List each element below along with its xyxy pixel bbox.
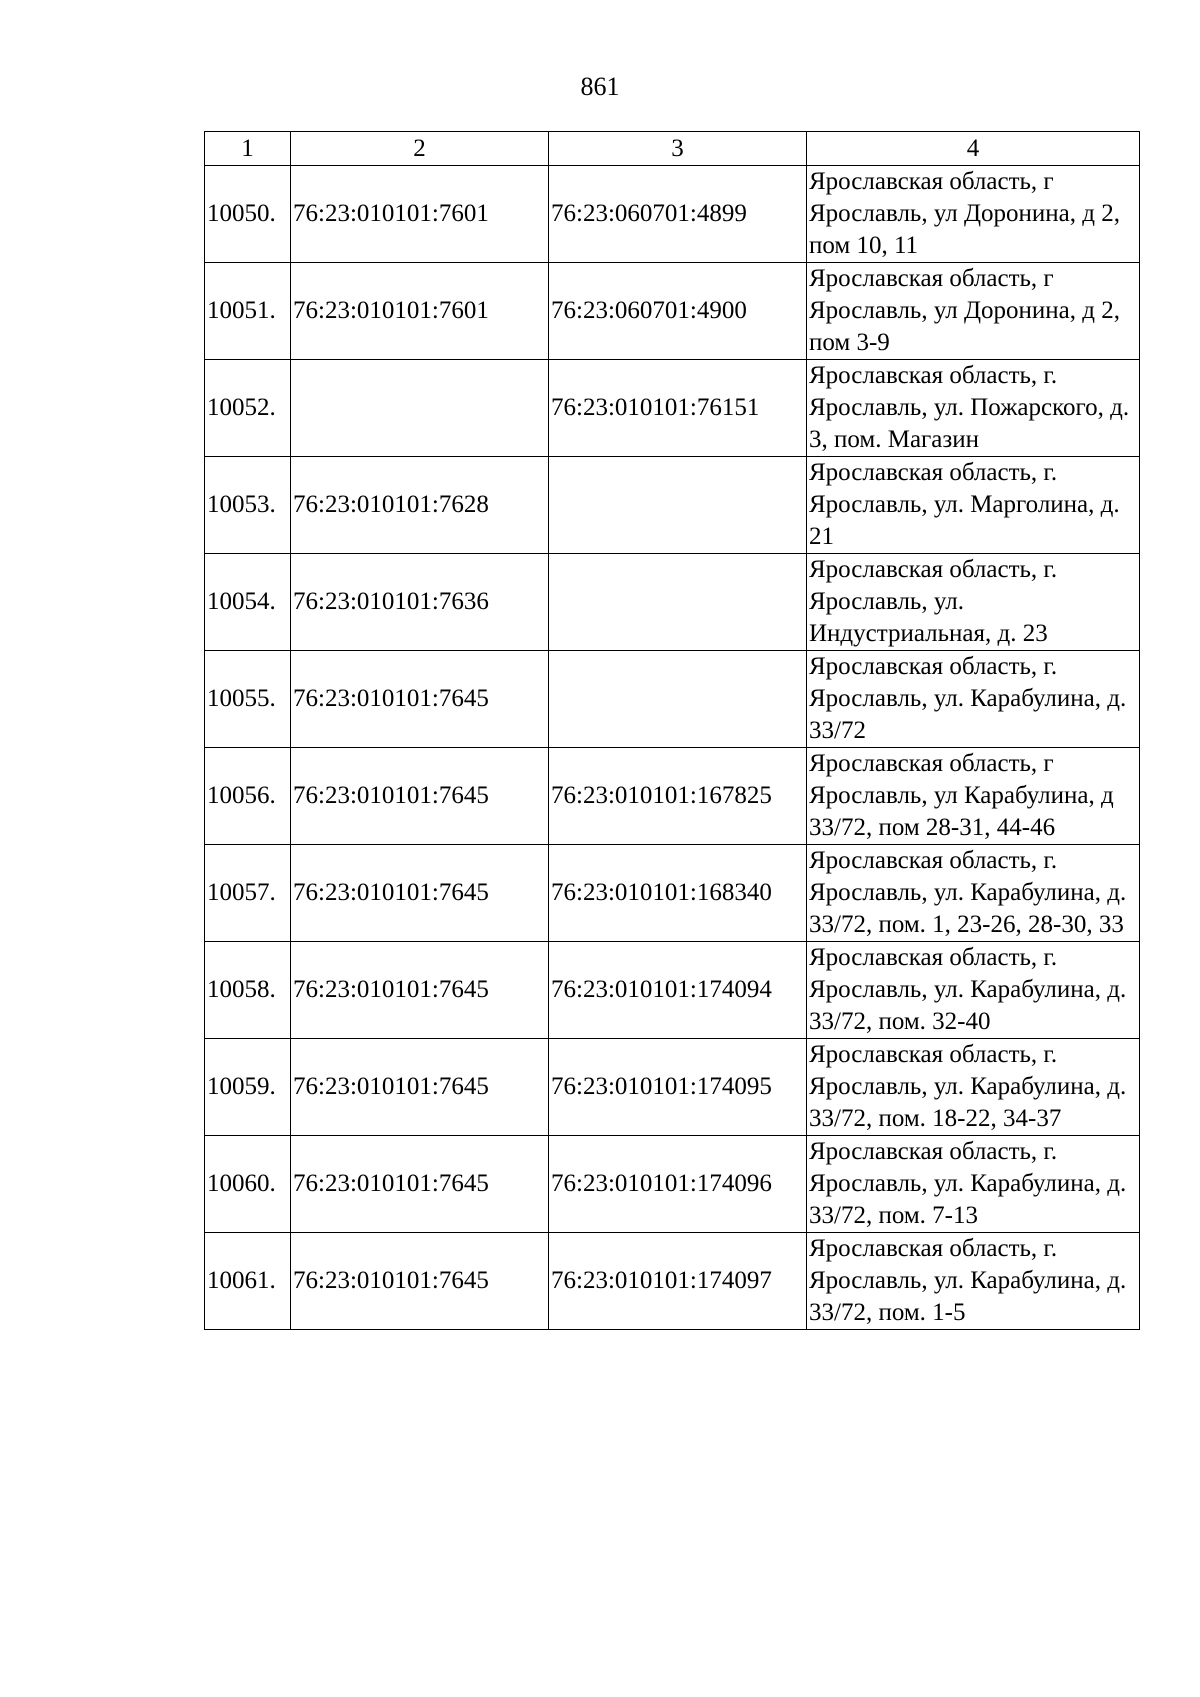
table-row — [205, 942, 1140, 1039]
address: Ярославская область, г. Ярославль, ул. Карабулина, д. 33/72, пом. 18-22, 34-37 — [807, 1039, 1140, 1136]
row-number: 10061. — [205, 1233, 291, 1330]
table-row — [205, 1039, 1140, 1136]
cadastral-number-premises — [549, 457, 807, 554]
row-number: 10056. — [205, 748, 291, 845]
table-row — [205, 748, 1140, 845]
cadastral-number-building: 76:23:010101:7628 — [291, 457, 549, 554]
address: Ярославская область, г Ярославль, ул Карабулина, д 33/72, пом 28-31, 44-46 — [807, 748, 1140, 845]
address: Ярославская область, г. Ярославль, ул. Карабулина, д. 33/72, пом. 1, 23-26, 28-30, 33 — [807, 845, 1140, 942]
cadastral-number-premises — [549, 554, 807, 651]
table-row — [205, 651, 1140, 748]
row-number: 10059. — [205, 1039, 291, 1136]
address: Ярославская область, г. Ярославль, ул. Пожарского, д. 3, пом. Магазин — [807, 360, 1140, 457]
cadastral-number-premises: 76:23:010101:76151 — [549, 360, 807, 457]
row-number: 10057. — [205, 845, 291, 942]
header-col-3: 3 — [549, 132, 807, 166]
row-number: 10055. — [205, 651, 291, 748]
table-row — [205, 166, 1140, 263]
cadastral-number-premises: 76:23:010101:167825 — [549, 748, 807, 845]
cadastral-number-building: 76:23:010101:7645 — [291, 942, 549, 1039]
address: Ярославская область, г Ярославль, ул Доронина, д 2, пом 10, 11 — [807, 166, 1140, 263]
cadastral-number-building: 76:23:010101:7636 — [291, 554, 549, 651]
cadastral-number-building: 76:23:010101:7645 — [291, 1233, 549, 1330]
cadastral-number-premises: 76:23:010101:168340 — [549, 845, 807, 942]
cadastral-number-premises: 76:23:060701:4900 — [549, 263, 807, 360]
header-col-1: 1 — [205, 132, 291, 166]
row-number: 10054. — [205, 554, 291, 651]
cadastral-number-premises: 76:23:060701:4899 — [549, 166, 807, 263]
cadastral-number-building: 76:23:010101:7645 — [291, 1136, 549, 1233]
header-col-4: 4 — [807, 132, 1140, 166]
cadastral-number-premises: 76:23:010101:174096 — [549, 1136, 807, 1233]
cadastral-number-building — [291, 360, 549, 457]
row-number: 10053. — [205, 457, 291, 554]
row-number: 10060. — [205, 1136, 291, 1233]
address: Ярославская область, г. Ярославль, ул. Индустриальная, д. 23 — [807, 554, 1140, 651]
address: Ярославская область, г Ярославль, ул Доронина, д 2, пом 3-9 — [807, 263, 1140, 360]
address: Ярославская область, г. Ярославль, ул. Карабулина, д. 33/72, пом. 32-40 — [807, 942, 1140, 1039]
cadastral-number-building: 76:23:010101:7645 — [291, 748, 549, 845]
cadastral-number-building: 76:23:010101:7601 — [291, 166, 549, 263]
table-row — [205, 1136, 1140, 1233]
cadastral-number-premises: 76:23:010101:174097 — [549, 1233, 807, 1330]
table-row — [205, 457, 1140, 554]
cadastral-number-building: 76:23:010101:7645 — [291, 651, 549, 748]
table-header-row — [205, 132, 1140, 166]
cadastral-number-premises: 76:23:010101:174095 — [549, 1039, 807, 1136]
cadastral-number-premises: 76:23:010101:174094 — [549, 942, 807, 1039]
page-number: 861 — [580, 72, 620, 101]
cadastral-number-building: 76:23:010101:7645 — [291, 1039, 549, 1136]
header-col-2: 2 — [291, 132, 549, 166]
address: Ярославская область, г. Ярославль, ул. Марголина, д. 21 — [807, 457, 1140, 554]
registry-table — [204, 131, 1140, 1330]
row-number: 10058. — [205, 942, 291, 1039]
table-row — [205, 554, 1140, 651]
cadastral-number-premises — [549, 651, 807, 748]
row-number: 10050. — [205, 166, 291, 263]
table-row — [205, 845, 1140, 942]
table-row — [205, 360, 1140, 457]
address: Ярославская область, г. Ярославль, ул. Карабулина, д. 33/72 — [807, 651, 1140, 748]
cadastral-number-building: 76:23:010101:7645 — [291, 845, 549, 942]
row-number: 10051. — [205, 263, 291, 360]
row-number: 10052. — [205, 360, 291, 457]
table-row — [205, 1233, 1140, 1330]
address: Ярославская область, г. Ярославль, ул. Карабулина, д. 33/72, пом. 7-13 — [807, 1136, 1140, 1233]
address: Ярославская область, г. Ярославль, ул. Карабулина, д. 33/72, пом. 1-5 — [807, 1233, 1140, 1330]
table-row — [205, 263, 1140, 360]
cadastral-number-building: 76:23:010101:7601 — [291, 263, 549, 360]
